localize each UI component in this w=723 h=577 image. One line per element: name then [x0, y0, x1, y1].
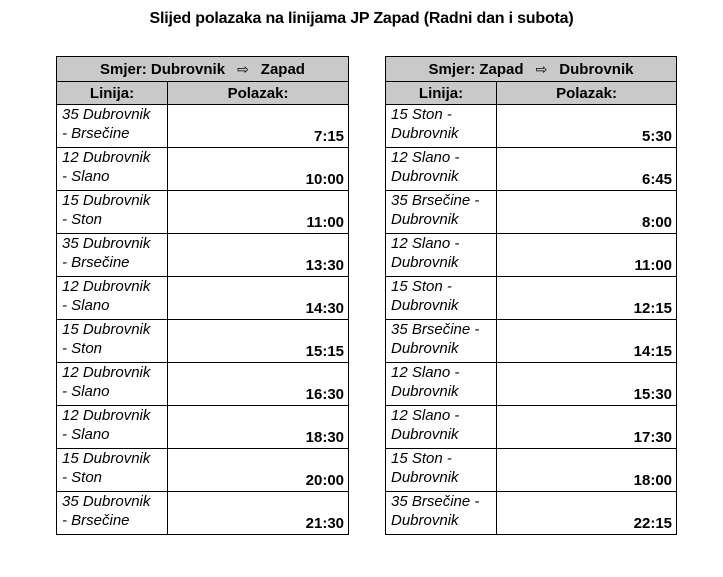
line-cell: 15 Dubrovnik - Ston [57, 449, 168, 492]
line-cell: 35 Brsečine - Dubrovnik [386, 191, 497, 234]
table-row [386, 148, 677, 191]
schedule-table-zapad-to-dubrovnik [385, 56, 677, 535]
page-title: Slijed polazaka na linijama JP Zapad (Radni dan i subota) [149, 10, 574, 27]
line-cell: 12 Slano - Dubrovnik [386, 363, 497, 406]
table-row [386, 363, 677, 406]
column-header-row [57, 82, 349, 105]
schedule-table-dubrovnik-to-zapad [56, 56, 349, 535]
direction-label: Smjer: Dubrovnik [100, 60, 226, 78]
column-header-departure: Polazak: [168, 82, 349, 105]
direction-destination: Dubrovnik [559, 60, 634, 78]
line-cell: 15 Ston - Dubrovnik [386, 277, 497, 320]
table-row [57, 148, 349, 191]
departure-time: 11:00 [168, 191, 349, 234]
direction-destination: Zapad [260, 60, 305, 78]
table-row [386, 449, 677, 492]
table-row [57, 492, 349, 535]
departure-time: 16:30 [168, 363, 349, 406]
departure-time: 15:30 [497, 363, 677, 406]
line-cell: 12 Slano - Dubrovnik [386, 148, 497, 191]
table-row [57, 449, 349, 492]
direction-header-row [57, 57, 349, 82]
line-cell: 15 Dubrovnik - Ston [57, 320, 168, 363]
table-row [386, 492, 677, 535]
table-row [57, 320, 349, 363]
direction-label: Smjer: Zapad [428, 60, 524, 78]
departure-time: 12:15 [497, 277, 677, 320]
table-row [57, 277, 349, 320]
arrow-right-icon: ⇨ [535, 60, 548, 77]
line-cell: 35 Brsečine - Dubrovnik [386, 492, 497, 535]
table-row [386, 277, 677, 320]
departure-time: 17:30 [497, 406, 677, 449]
table-row [57, 191, 349, 234]
departure-time: 5:30 [497, 105, 677, 148]
direction-header [386, 57, 677, 82]
table-row [386, 105, 677, 148]
line-cell: 12 Dubrovnik - Slano [57, 148, 168, 191]
line-cell: 12 Slano - Dubrovnik [386, 234, 497, 277]
departure-time: 14:30 [168, 277, 349, 320]
line-cell: 12 Dubrovnik - Slano [57, 277, 168, 320]
line-cell: 15 Dubrovnik - Ston [57, 191, 168, 234]
table-row [386, 191, 677, 234]
departure-time: 18:00 [497, 449, 677, 492]
departure-time: 13:30 [168, 234, 349, 277]
departure-time: 10:00 [168, 148, 349, 191]
column-header-row [386, 82, 677, 105]
arrow-right-icon: ⇨ [237, 60, 249, 77]
departure-time: 7:15 [168, 105, 349, 148]
direction-header-row [386, 57, 677, 82]
departure-time: 8:00 [497, 191, 677, 234]
column-header-line: Linija: [57, 82, 168, 105]
line-cell: 12 Slano - Dubrovnik [386, 406, 497, 449]
line-cell: 12 Dubrovnik - Slano [57, 406, 168, 449]
direction-header [57, 57, 349, 82]
departure-time: 20:00 [168, 449, 349, 492]
departure-time: 6:45 [497, 148, 677, 191]
table-row [386, 320, 677, 363]
column-header-line: Linija: [386, 82, 497, 105]
table-row [57, 363, 349, 406]
table-row [57, 234, 349, 277]
departure-time: 21:30 [168, 492, 349, 535]
departure-time: 14:15 [497, 320, 677, 363]
departure-time: 11:00 [497, 234, 677, 277]
line-cell: 35 Dubrovnik - Brsečine [57, 234, 168, 277]
departure-time: 18:30 [168, 406, 349, 449]
column-header-departure: Polazak: [497, 82, 677, 105]
line-cell: 12 Dubrovnik - Slano [57, 363, 168, 406]
departure-time: 22:15 [497, 492, 677, 535]
line-cell: 35 Dubrovnik - Brsečine [57, 105, 168, 148]
line-cell: 35 Brsečine - Dubrovnik [386, 320, 497, 363]
line-cell: 15 Ston - Dubrovnik [386, 105, 497, 148]
line-cell: 15 Ston - Dubrovnik [386, 449, 497, 492]
table-row [386, 234, 677, 277]
departure-time: 15:15 [168, 320, 349, 363]
table-row [57, 406, 349, 449]
line-cell: 35 Dubrovnik - Brsečine [57, 492, 168, 535]
table-row [57, 105, 349, 148]
table-row [386, 406, 677, 449]
